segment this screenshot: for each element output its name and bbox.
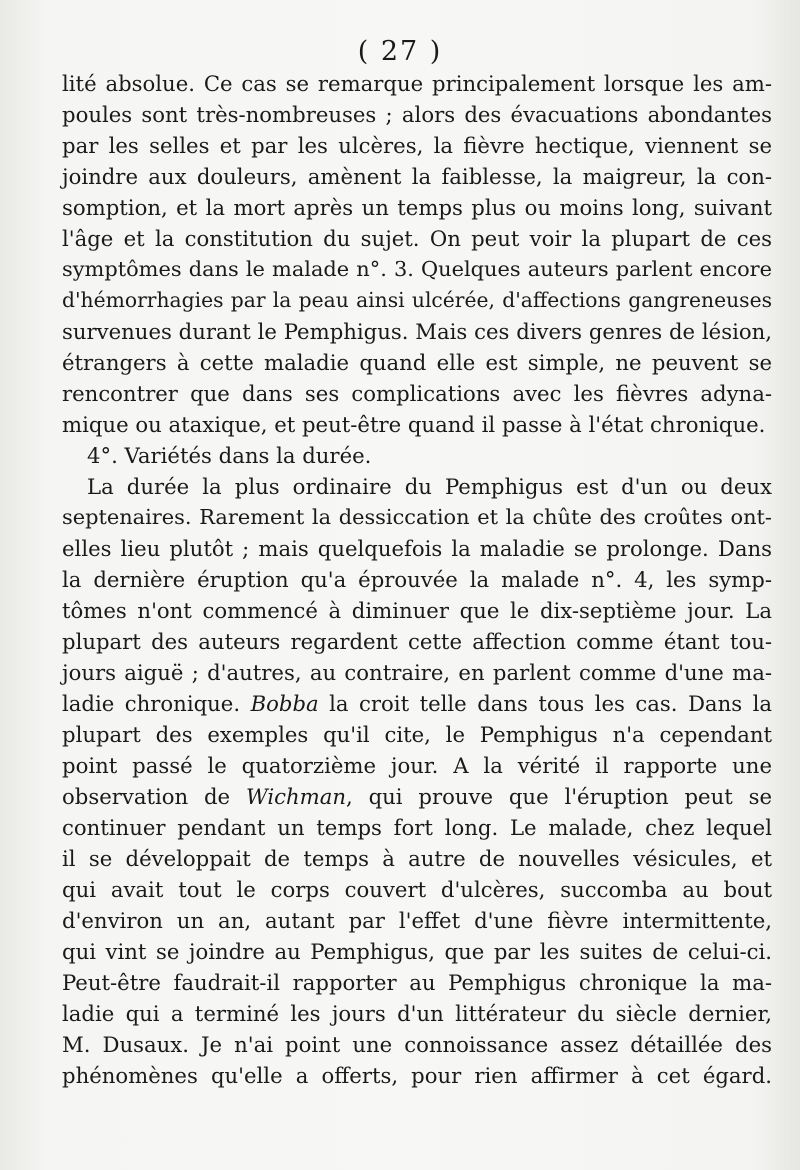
text-line: point passé le quatorzième jour. A la vérité il rapporte une [62,753,772,778]
text-line: l'âge et la constitution du sujet. On peut voir la plupart de ces [62,226,772,251]
page-number: ( 27 ) [357,36,443,67]
text-line: elles lieu plutôt ; mais quelquefois la maladie se prolonge. Dans [62,536,772,561]
text-segment: , qui prouve que l'éruption peut se [346,784,772,809]
text-line: continuer pendant un temps fort long. Le malade, chez lequel [62,815,772,840]
text-line: rencontrer que dans ses complications avec les fièvres adyna- [62,381,772,406]
text-line: La durée la plus ordinaire du Pemphigus est d'un ou deux [87,474,772,499]
text-line: septenaires. Rarement la dessiccation et la chûte des croûtes ont- [62,505,772,529]
text-line: plupart des exemples qu'il cite, le Pemphigus n'a cependant [62,722,772,747]
author-name-wichman: Wichman [245,784,347,809]
text-segment: observation de [62,784,246,809]
text-line: lité absolue. Ce cas se remarque principalement lorsque les am- [62,71,772,96]
text-line [62,781,772,812]
text-line: phénomènes qu'elle a offerts, pour rien affirmer à cet égard. [62,1063,772,1088]
text-line: survenues durant le Pemphigus. Mais ces divers genres de lésion, [62,319,772,344]
text-line: étrangers à cette maladie quand elle est simple, ne peuvent se [62,350,772,375]
text-line: ladie qui a terminé les jours d'un littérateur du siècle dernier, [62,1001,772,1026]
text-line: la dernière éruption qu'a éprouvée la malade n°. 4, les symp- [62,567,772,592]
text-line: poules sont très-nombreuses ; alors des évacuations abondantes [62,102,772,127]
text-line: Peut-être faudrait-il rapporter au Pemphigus chronique la ma- [62,970,772,995]
text-line: d'hémorrhagies par la peau ainsi ulcérée, d'affections gangreneuses [62,288,772,312]
body-text [62,68,772,1091]
text-line: jours aiguë ; d'autres, au contraire, en parlent comme d'une ma- [62,660,772,685]
text-line [62,688,772,719]
text-line: qui vint se joindre au Pemphigus, que par les suites de celui-ci. [62,939,772,964]
text-line: par les selles et par les ulcères, la fièvre hectique, viennent se [62,133,772,158]
text-line: M. Dusaux. Je n'ai point une connoissance assez détaillée des [62,1032,772,1057]
text-line: il se développait de temps à autre de nouvelles vésicules, et [62,846,772,871]
text-line: joindre aux douleurs, amènent la faiblesse, la maigreur, la con- [62,164,772,189]
text-segment: la croit telle dans tous les cas. Dans la [318,691,772,716]
section-heading: 4°. Variétés dans la durée. [87,443,372,468]
text-line: d'environ un an, autant par l'effet d'une fièvre intermittente, [62,908,772,933]
text-segment: ladie chronique. [62,691,251,716]
text-line: tômes n'ont commencé à diminuer que le dix-septième jour. La [62,598,772,623]
text-line: qui avait tout le corps couvert d'ulcères, succomba au bout [62,877,772,902]
text-line: symptômes dans le malade n°. 3. Quelques auteurs parlent encore [62,257,772,281]
text-line: mique ou ataxique, et peut-être quand il passe à l'état chronique. [62,412,766,437]
text-line: somption, et la mort après un temps plus ou moins long, suivant [62,195,772,220]
author-name-bobba: Bobba [250,691,319,716]
text-line: plupart des auteurs regardent cette affection comme étant tou- [62,629,772,654]
